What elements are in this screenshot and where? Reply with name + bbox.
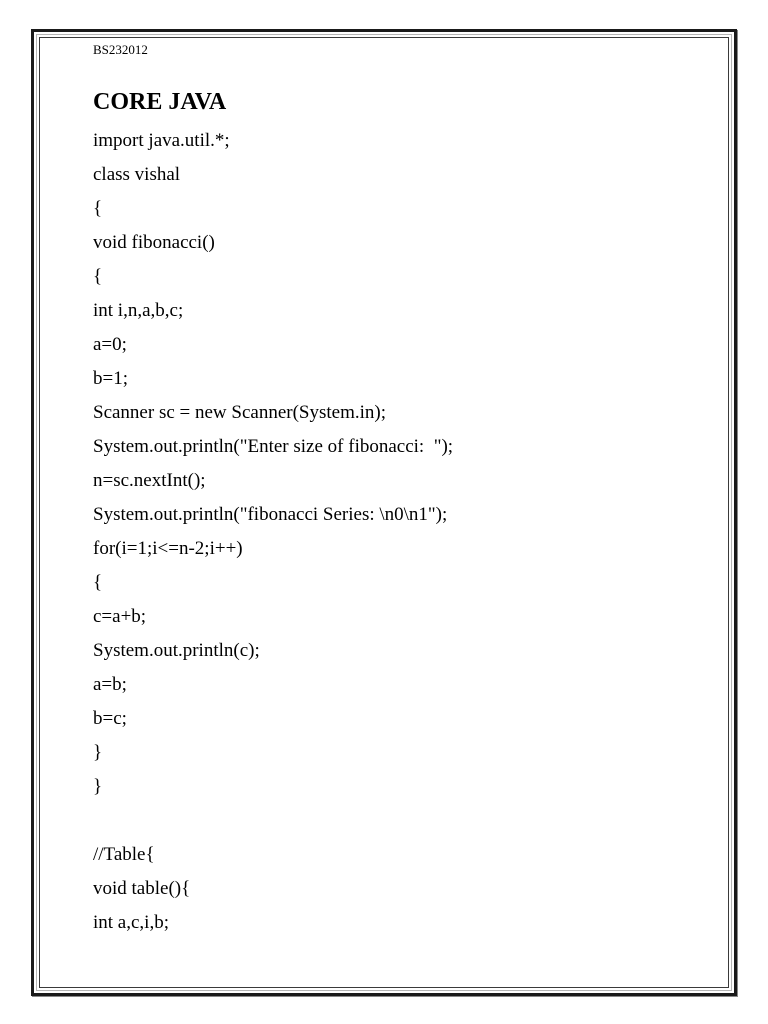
code-line: import java.util.*;	[93, 130, 230, 151]
code-line: a=0;	[93, 334, 127, 355]
code-line: //Table{	[93, 844, 155, 865]
code-line: {	[93, 572, 103, 593]
code-line: a=b;	[93, 674, 127, 695]
code-line-blank	[93, 804, 453, 838]
page-title: CORE JAVA	[93, 89, 227, 115]
code-line: int a,c,i,b;	[93, 912, 169, 933]
code-line: b=c;	[93, 708, 127, 729]
code-line: n=sc.nextInt();	[93, 470, 206, 491]
code-line: {	[93, 198, 103, 219]
code-line: b=1;	[93, 368, 128, 389]
code-line: }	[93, 776, 103, 797]
code-line: c=a+b;	[93, 606, 147, 627]
code-line: int i,n,a,b,c;	[93, 300, 184, 321]
code-line: System.out.println("Enter size of fibonacci: ");	[93, 436, 454, 457]
code-line: void table(){	[93, 878, 191, 899]
code-line: void fibonacci()	[93, 232, 215, 253]
code-line: {	[93, 266, 103, 287]
code-line: System.out.println(c);	[93, 640, 260, 661]
document-id: BS232012	[93, 42, 148, 57]
code-line: Scanner sc = new Scanner(System.in);	[93, 402, 386, 423]
code-line: class vishal	[93, 164, 181, 185]
code-line: }	[93, 742, 103, 763]
code-line: for(i=1;i<=n-2;i++)	[93, 538, 243, 559]
code-listing	[93, 124, 453, 940]
code-line: System.out.println("fibonacci Series: \n0\n1");	[93, 504, 448, 525]
